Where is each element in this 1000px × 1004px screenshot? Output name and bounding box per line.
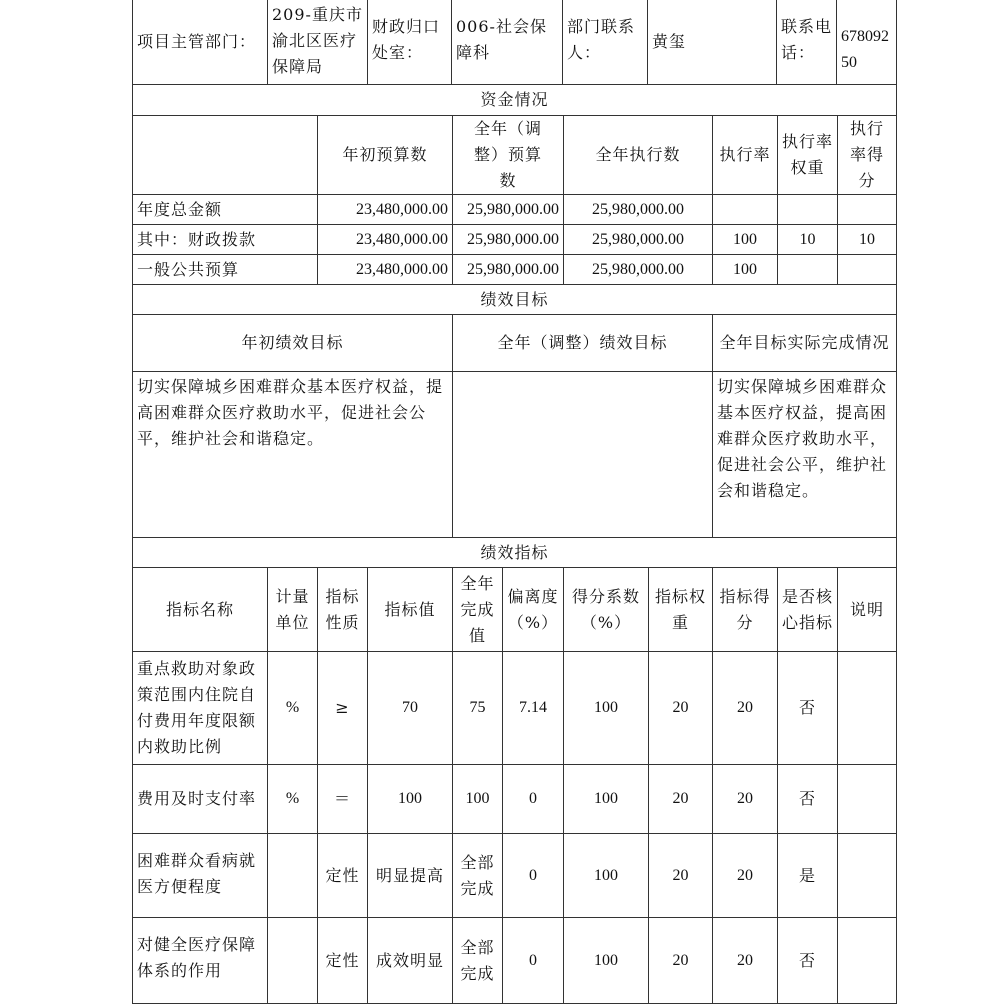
funds-row-adjusted: 25,980,000.00 [452,254,564,285]
dept-value: 209-重庆市渝北区医疗保障局 [267,0,368,85]
indicator-core: 是 [777,833,838,918]
indicator-name: 费用及时支付率 [132,764,268,834]
indicator-weight: 20 [648,917,713,1004]
indicator-score: 20 [712,917,778,1004]
indicator-unit: % [267,651,318,765]
indicator-value: 成效明显 [367,917,453,1004]
indicator-name: 重点救助对象政策范围内住院自付费用年度限额内救助比例 [132,651,268,765]
col-initial-budget: 年初预算数 [317,115,453,195]
indicator-coef: 100 [563,917,649,1004]
funds-row-adjusted: 25,980,000.00 [452,224,564,255]
goals-section-title: 绩效目标 [132,284,897,315]
initial-goal-text: 切实保障城乡困难群众基本医疗权益，提高困难群众医疗救助水平，促进社会公平，维护社会和谐稳定。 [132,371,453,538]
col-indicator-weight: 指标权重 [648,567,713,652]
indicator-score: 20 [712,764,778,834]
contact-person-label: 部门联系人： [562,0,648,85]
indicator-note [837,764,897,834]
funds-row-score [837,194,897,225]
indicator-note [837,833,897,918]
performance-table [133,0,898,1004]
indicator-deviation: 7.14 [502,651,564,765]
finance-office-value: 006-社会保障科 [451,0,563,85]
indicator-name: 对健全医疗保障体系的作用 [132,917,268,1004]
col-note: 说明 [837,567,897,652]
col-deviation: 偏离度（%） [502,567,564,652]
col-nature: 指标性质 [317,567,368,652]
col-exec-weight: 执行率权重 [777,115,838,195]
col-adjusted-budget: 全年（调整）预算数 [452,115,564,195]
funds-row-rate: 100 [712,224,778,255]
funds-row-label: 年度总金额 [132,194,318,225]
indicator-deviation: 0 [502,833,564,918]
funds-row-label: 一般公共预算 [132,254,318,285]
indicator-note [837,651,897,765]
actual-completion-text: 切实保障城乡困难群众基本医疗权益，提高困难群众医疗救助水平，促进社会公平，维护社会和谐稳定。 [712,371,897,538]
indicator-deviation: 0 [502,917,564,1004]
col-initial-goal: 年初绩效目标 [132,314,453,372]
indicator-completed: 全部完成 [452,917,503,1004]
indicator-score: 20 [712,651,778,765]
funds-row-executed: 25,980,000.00 [563,224,713,255]
indicators-section-title: 绩效指标 [132,537,897,568]
col-adjusted-goal: 全年（调整）绩效目标 [452,314,713,372]
indicator-completed: 100 [452,764,503,834]
dept-label: 项目主管部门： [132,0,268,85]
col-exec-score: 执行率得分 [837,115,897,195]
funds-row-rate [712,194,778,225]
funds-row-weight [777,254,838,285]
indicator-weight: 20 [648,764,713,834]
indicator-core: 否 [777,651,838,765]
col-indicator-score: 指标得分 [712,567,778,652]
col-indicator-value: 指标值 [367,567,453,652]
indicator-core: 否 [777,917,838,1004]
indicator-weight: 20 [648,651,713,765]
phone-value: 67809250 [836,0,897,85]
indicator-note [837,917,897,1004]
indicator-coef: 100 [563,651,649,765]
adjusted-goal-text [452,371,713,538]
funds-row-rate: 100 [712,254,778,285]
finance-office-label: 财政归口处室： [367,0,452,85]
funds-row-initial: 23,480,000.00 [317,224,453,255]
col-score-coef: 得分系数（%） [563,567,649,652]
col-core-indicator: 是否核心指标 [777,567,838,652]
indicator-coef: 100 [563,833,649,918]
indicator-score: 20 [712,833,778,918]
indicator-value: 100 [367,764,453,834]
col-executed: 全年执行数 [563,115,713,195]
col-unit: 计量单位 [267,567,318,652]
indicator-nature: ＝ [317,764,368,834]
indicator-nature: ≥ [317,651,368,765]
funds-row-weight: 10 [777,224,838,255]
phone-label: 联系电话： [776,0,837,85]
funds-row-initial: 23,480,000.00 [317,194,453,225]
indicator-core: 否 [777,764,838,834]
indicator-name: 困难群众看病就医方便程度 [132,833,268,918]
indicator-unit [267,833,318,918]
funds-row-initial: 23,480,000.00 [317,254,453,285]
indicator-unit: % [267,764,318,834]
indicator-value: 70 [367,651,453,765]
funds-section-title: 资金情况 [132,84,897,116]
indicator-value: 明显提高 [367,833,453,918]
funds-corner-cell [132,115,318,195]
funds-row-score [837,254,897,285]
indicator-unit [267,917,318,1004]
funds-row-score: 10 [837,224,897,255]
funds-row-adjusted: 25,980,000.00 [452,194,564,225]
contact-person-value: 黄玺 [647,0,777,85]
indicator-nature: 定性 [317,917,368,1004]
indicator-deviation: 0 [502,764,564,834]
col-actual-completion: 全年目标实际完成情况 [712,314,897,372]
indicator-weight: 20 [648,833,713,918]
indicator-completed: 75 [452,651,503,765]
col-indicator-name: 指标名称 [132,567,268,652]
col-completed-value: 全年完成值 [452,567,503,652]
funds-row-weight [777,194,838,225]
funds-row-executed: 25,980,000.00 [563,254,713,285]
indicator-coef: 100 [563,764,649,834]
col-exec-rate: 执行率 [712,115,778,195]
indicator-nature: 定性 [317,833,368,918]
indicator-completed: 全部完成 [452,833,503,918]
funds-row-executed: 25,980,000.00 [563,194,713,225]
funds-row-label: 其中：财政拨款 [132,224,318,255]
